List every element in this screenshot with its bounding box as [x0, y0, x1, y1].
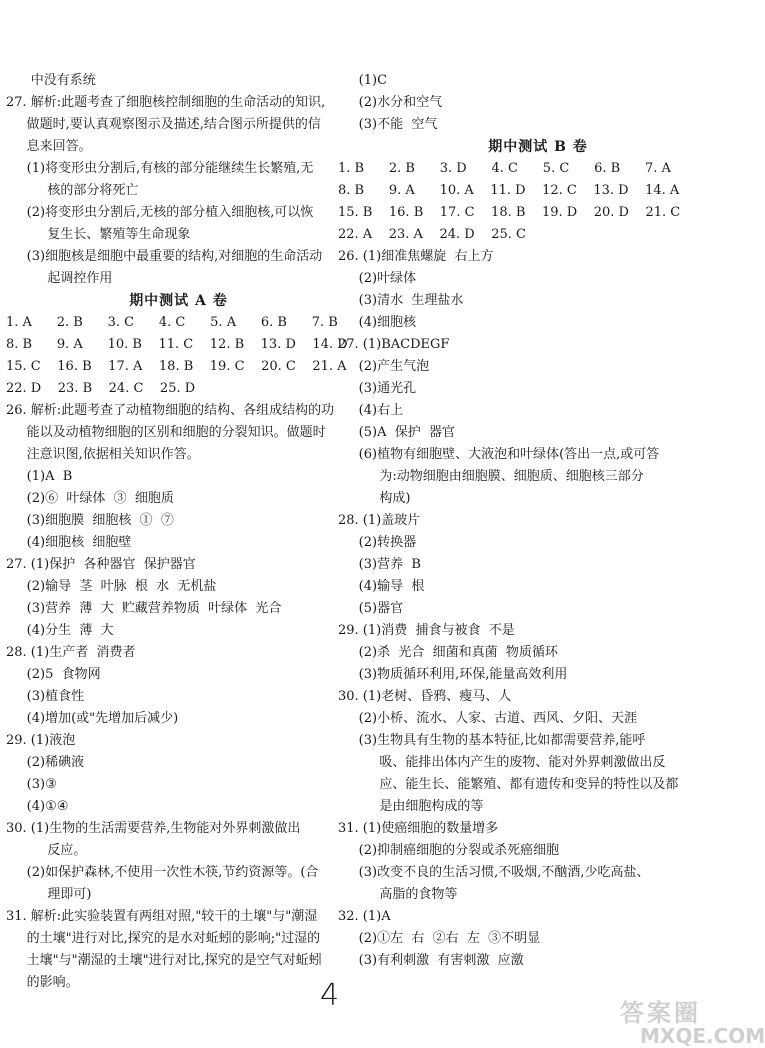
text-line: (2)①左 右 ②右 左 ③不明显	[338, 931, 541, 946]
text-line: 能以及动植物细胞的区别和细胞的分裂知识。做题时	[6, 425, 326, 440]
text-line: (6)植物有细胞壁、大液泡和叶绿体(答出一点,或可答	[338, 447, 660, 462]
section-title-a: 期中测试 A 卷	[129, 293, 228, 309]
text-line: 30. (1)生物的生活需要营养,生物能对外界刺激做出	[6, 821, 301, 836]
text-line: 31. (1)使癌细胞的数量增多	[338, 821, 499, 836]
text-line: 构成)	[338, 491, 411, 506]
text-line: 27. 解析:此题考查了细胞核控制细胞的生命活动的知识,	[6, 95, 326, 110]
text-line: 中没有系统	[6, 73, 96, 88]
text-line: (2)输导 茎 叶脉 根 水 无机盐	[6, 579, 217, 594]
text-line: (2)叶绿体	[338, 271, 417, 286]
text-line: (3)细胞膜 细胞核 ① ⑦	[6, 513, 174, 528]
text-line: (1)将变形虫分割后,有核的部分能继续生长繁殖,无	[6, 161, 314, 176]
text-line: 27. (1)BACDEGF	[338, 337, 450, 352]
text-line: (2)如保护森林,不使用一次性木筷,节约资源等。(合	[6, 865, 319, 880]
text-line: (1)A B	[6, 469, 73, 484]
text-line: (2)抑制癌细胞的分裂或杀死癌细胞	[338, 843, 560, 858]
text-line: (3)植食性	[6, 689, 85, 704]
text-line: (3)生物具有生物的基本特征,比如都需要营养,能呼	[338, 733, 646, 748]
right-column	[338, 70, 738, 972]
text-line: 31. 解析:此实验装置有两组对照,"较干的土壤"与"潮湿	[6, 909, 318, 924]
text-line: 核的部分将死亡	[6, 183, 139, 198]
text-line: 应、能生长、能繁殖、都有遗传和变异的特性以及都	[338, 777, 679, 792]
text-line: (2)产生气泡	[338, 359, 430, 374]
text-line: (3)细胞核是细胞中最重要的结构,对细胞的生命活动	[6, 249, 323, 264]
text-line: (3)③	[6, 777, 57, 792]
watermark-url: MXQE.COM	[640, 1024, 765, 1048]
text-line: 27. (1)保护 各种器官 保护器官	[6, 557, 196, 572]
text-line: (2)稀碘液	[6, 755, 85, 770]
text-line: (1)C	[338, 73, 388, 88]
text-line: 的土壤"进行对比,探究的是水对蚯蚓的影响;"过湿的	[6, 931, 321, 946]
text-line: 1. B 2. B 3. D 4. C 5. C 6. B 7. A	[338, 161, 671, 176]
text-line: (2)杀 光合 细菌和真菌 物质循环	[338, 645, 558, 660]
text-line: 起调控作用	[6, 271, 113, 286]
text-line: 注意识图,依据相关知识作答。	[6, 447, 200, 462]
text-line: 1. A 2. B 3. C 4. C 5. A 6. B 7. B	[6, 315, 338, 330]
text-line: 28. (1)生产者 消费者	[6, 645, 136, 660]
text-line: 息来回答。	[6, 139, 92, 154]
text-line: (4)①④	[6, 799, 69, 814]
text-line: (3)物质循环利用,环保,能量高效利用	[338, 667, 568, 682]
text-line: 是由细胞构成的等	[338, 799, 484, 814]
text-line: 做题时,要认真观察图示及描述,结合图示所提供的信	[6, 117, 321, 132]
text-line: 29. (1)消费 捕食与被食 不是	[338, 623, 515, 638]
text-line: (2)将变形虫分割后,无核的部分植入细胞核,可以恢	[6, 205, 314, 220]
text-line: (2)水分和空气	[338, 95, 443, 110]
text-line: (4)细胞核	[338, 315, 417, 330]
text-line: (5)A 保护 器官	[338, 425, 455, 440]
text-line: 22. D 23. B 24. C 25. D	[6, 381, 196, 396]
text-line: 8. B 9. A 10. A 11. D 12. C 13. D 14. A	[338, 183, 680, 198]
text-line: 反应。	[6, 843, 87, 858]
text-line: 30. (1)老树、昏鸦、瘦马、人	[338, 689, 512, 704]
text-line: (2)小桥、流水、人家、古道、西风、夕阳、天涯	[338, 711, 638, 726]
text-line: (5)器官	[338, 601, 404, 616]
text-line: 15. B 16. B 17. C 18. B 19. D 20. D 21. C	[338, 205, 681, 220]
text-line: (2)转换器	[338, 535, 417, 550]
text-line: 26. 解析:此题考查了动植物细胞的结构、各组成结构的功	[6, 403, 335, 418]
text-line: 高脂的食物等	[338, 887, 458, 902]
text-line: (3)有利刺激 有害刺激 应激	[338, 953, 524, 968]
text-line: (2)⑥ 叶绿体 ③ 细胞质	[6, 491, 174, 506]
text-line: (4)分生 薄 大	[6, 623, 114, 638]
text-line: 吸、能排出体内产生的废物、能对外界刺激做出反	[338, 755, 666, 770]
text-line: (4)右上	[338, 403, 404, 418]
text-line: (3)改变不良的生活习惯,不吸烟,不酗酒,少吃高盐、	[338, 865, 650, 880]
text-line: 8. B 9. A 10. B 11. C 12. B 13. D 14. D	[6, 337, 348, 352]
text-line: (3)营养 薄 大 贮藏营养物质 叶绿体 光合	[6, 601, 282, 616]
text-line: (4)增加(或"先增加后减少)	[6, 711, 179, 726]
watermark-logo-text: 答案圈	[620, 999, 701, 1027]
text-line: 22. A 23. A 24. D 25. C	[338, 227, 526, 242]
text-line: 26. (1)细准焦螺旋 右上方	[338, 249, 494, 264]
text-line: 32. (1)A	[338, 909, 391, 924]
left-column	[6, 70, 351, 994]
text-line: 为:动物细胞由细胞膜、细胞质、细胞核三部分	[338, 469, 644, 484]
text-line: (3)清水 生理盐水	[338, 293, 464, 308]
page-number: 4	[320, 978, 340, 1013]
text-line: 土壤"与"潮湿的土壤"进行对比,探究的是空气对蚯蚓	[6, 953, 322, 968]
text-line: 的影响。	[6, 975, 79, 990]
text-line: (2)5 食物网	[6, 667, 101, 682]
text-line: (4)输导 根	[338, 579, 425, 594]
text-line: 15. C 16. B 17. A 18. B 19. C 20. C 21. A	[6, 359, 347, 374]
text-line: (3)通光孔	[338, 381, 417, 396]
text-line: 28. (1)盖玻片	[338, 513, 421, 528]
text-line: (3)营养 B	[338, 557, 421, 572]
section-title-b: 期中测试 B 卷	[488, 139, 588, 155]
text-line: 29. (1)液泡	[6, 733, 76, 748]
text-line: 理即可)	[6, 887, 92, 902]
text-line: 复生长、繁殖等生命现象	[6, 227, 191, 242]
text-line: (3)不能 空气	[338, 117, 438, 132]
text-line: (4)细胞核 细胞壁	[6, 535, 132, 550]
